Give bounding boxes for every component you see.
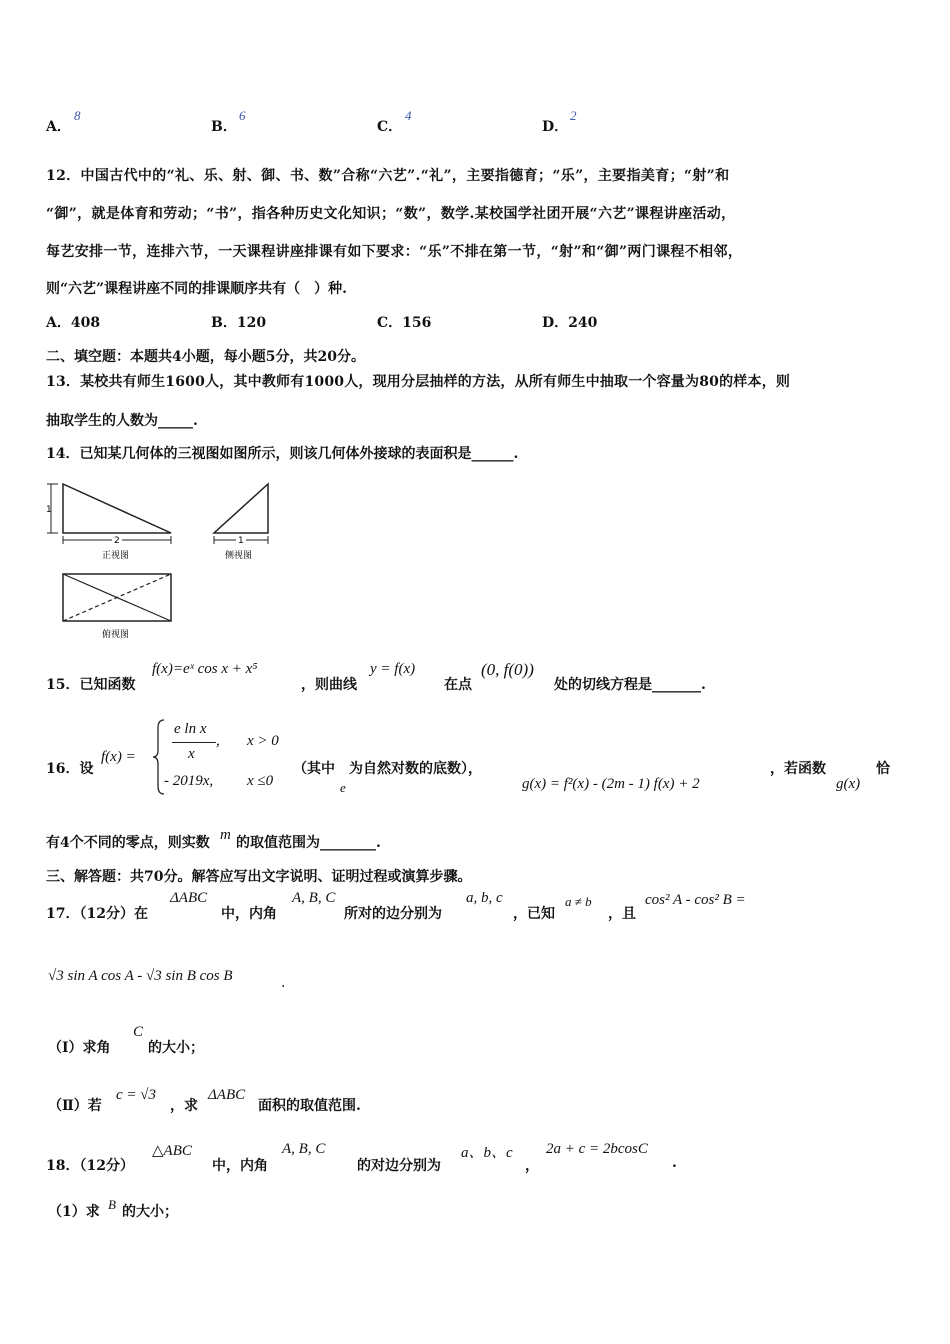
- q12-line-1: 12．中国古代中的“礼、乐、射、御、书、数”合称“六艺”.“礼”，主要指德育；“乐”，主要指美育；“射”和: [46, 168, 730, 184]
- q12-option-d: D．240: [542, 315, 598, 331]
- q15-text-1: 15．已知函数: [46, 677, 136, 693]
- top-view: [63, 574, 171, 640]
- q18-equation: 2a + c = 2bcosC: [546, 1141, 648, 1157]
- side-view: [214, 484, 268, 561]
- q11-option-c-value: 4: [405, 108, 412, 123]
- q18-comma: ，: [525, 1158, 539, 1174]
- q17-text-1: 17．（12分）在: [46, 906, 148, 922]
- q18-part-1: （1）求: [48, 1204, 100, 1220]
- q17-text-2: 中，内角: [221, 906, 277, 922]
- q16-case2-condition: x ≤0: [247, 773, 274, 789]
- q18-angles: A, B, C: [282, 1141, 326, 1157]
- front-view: [46, 484, 171, 561]
- q11-option-d-value: 2: [570, 108, 577, 123]
- q16-g-symbol: g(x): [836, 776, 861, 792]
- q12-line-2: “御”，就是体育和劳动；“书”，指各种历史文化知识；“数”，数学.某校国学社团开展“六艺”课程讲座活动，: [46, 206, 736, 222]
- q15-text-2: ，则曲线: [301, 677, 357, 693]
- q16-case1-denominator: x: [188, 746, 195, 762]
- q17-c-value: c = √3: [116, 1087, 157, 1103]
- q15-curve: y = f(x): [370, 661, 416, 677]
- q11-option-b-value: 6: [239, 108, 246, 123]
- q17-neq: a ≠ b: [565, 894, 592, 909]
- q13-line-2: 抽取学生的人数为_____.: [46, 413, 198, 429]
- q18-part-1b: 的大小；: [122, 1204, 178, 1220]
- q17-angles: A, B, C: [292, 890, 336, 906]
- section-3-heading: 三、解答题：共70分。解答应写出文字说明、证明过程或演算步骤。: [46, 869, 472, 885]
- q15-function: f(x)=eˣ cos x + x⁵: [152, 661, 258, 677]
- q11-option-b-letter: B．: [211, 119, 237, 135]
- three-view-diagram: [40, 478, 290, 643]
- q15-point: (0, f(0)): [481, 660, 534, 679]
- section-2-heading: 二、填空题：本题共4小题，每小题5分，共20分。: [46, 349, 365, 365]
- q17-part-2b: ，求: [170, 1098, 198, 1114]
- q16-case1-numerator: e ln x: [174, 721, 207, 737]
- q17-equation-2: √3 sin A cos A - √3 sin B cos B: [48, 968, 233, 984]
- q16-case1-condition: x > 0: [247, 733, 279, 749]
- q17-text-3: 所对的边分别为: [344, 906, 442, 922]
- q17-part-2c: 面积的取值范围.: [258, 1098, 361, 1114]
- q16-fraction-bar: [172, 742, 216, 743]
- q12-option-b: B．120: [211, 315, 267, 331]
- q17-equation-1: cos² A - cos² B =: [645, 892, 746, 908]
- top-view-label: 俯视图: [102, 630, 130, 640]
- q16-text-2: （其中 为自然对数的底数），: [293, 761, 482, 777]
- q16-function: f(x) =: [101, 749, 136, 765]
- q16-g-function: g(x) = f²(x) - (2m - 1) f(x) + 2: [522, 776, 700, 792]
- q18-period: .: [672, 1155, 677, 1171]
- q17-part-1b: 的大小；: [148, 1040, 204, 1056]
- q12-line-3: 每艺安排一节，连排六节，一天课程讲座排课有如下要求：“乐”不排在第一节，“射”和“御”两门课程不相邻，: [46, 244, 743, 260]
- q11-option-c-letter: C．: [377, 119, 403, 135]
- q18-triangle: △ABC: [152, 1143, 192, 1159]
- q18-text-2: 中，内角: [212, 1158, 268, 1174]
- q13-line-1: 13．某校共有师生1600人，其中教师有1000人，现用分层抽样的方法，从所有师生中抽取一个容量为80的样本，则: [46, 374, 791, 390]
- q17-c-angle: C: [133, 1024, 144, 1040]
- q12-option-a: A．408: [46, 315, 101, 331]
- q14-text: 14．已知某几何体的三视图如图所示，则该几何体外接球的表面积是______.: [46, 446, 519, 462]
- side-view-label: 侧视图: [225, 551, 253, 561]
- q12-option-c: C．156: [377, 315, 432, 331]
- q17-sides: a, b, c: [466, 890, 503, 906]
- q18-text-1: 18．（12分）: [46, 1158, 134, 1174]
- front-view-label: 正视图: [102, 551, 130, 561]
- q16-m-symbol: m: [220, 827, 231, 843]
- q16-text-4: 恰: [876, 761, 890, 777]
- q17-part-2: （Ⅱ）若: [48, 1098, 102, 1114]
- q17-text-4: ，已知: [513, 906, 555, 922]
- q18-text-3: 的对边分别为: [357, 1158, 441, 1174]
- q15-text-3: 在点: [444, 677, 472, 693]
- q16-case2: - 2019x,: [164, 773, 214, 789]
- q16-line-2b: 的取值范围为________.: [236, 835, 381, 851]
- q16-text-3: ，若函数: [770, 761, 826, 777]
- q17-part-1: （Ⅰ）求角: [48, 1040, 111, 1056]
- q17-text-5: ，且: [608, 906, 636, 922]
- front-width-dim: 2: [114, 536, 120, 546]
- q16-e-symbol: e: [340, 780, 346, 795]
- q11-option-d-letter: D．: [542, 119, 569, 135]
- front-height-dim: 1: [46, 505, 52, 515]
- q16-text-1: 16．设: [46, 761, 94, 777]
- q17-triangle: ΔABC: [170, 890, 208, 906]
- q15-text-4: 处的切线方程是_______.: [554, 677, 706, 693]
- q11-option-a-value: 8: [74, 108, 81, 123]
- q16-line-2: 有4个不同的零点，则实数: [46, 835, 210, 851]
- q12-line-4: 则“六艺”课程讲座不同的排课顺序共有（ ）种.: [46, 281, 347, 297]
- side-width-dim: 1: [238, 536, 244, 546]
- q18-sides: a、b、c: [461, 1145, 513, 1161]
- q17-triangle-2: ΔABC: [208, 1087, 246, 1103]
- q18-b-angle: B: [108, 1197, 116, 1212]
- q11-option-a-letter: A．: [46, 119, 71, 135]
